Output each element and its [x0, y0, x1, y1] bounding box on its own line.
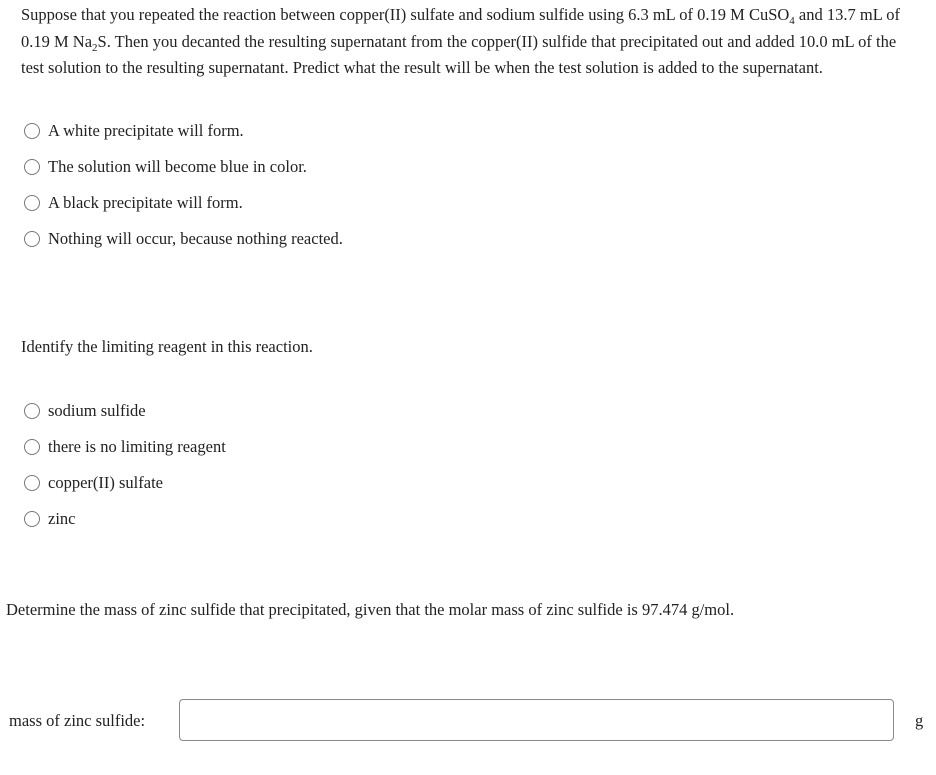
- radio-button[interactable]: [24, 439, 40, 455]
- question-1-prompt: Suppose that you repeated the reaction between copper(II) sulfate and sodium sulfide using 6.3 mL of 0.19 M CuSO$_4$ and 13.7 mL of 0.19 M $Na_2S$. Then you decanted the resulting supernatant from the copper(II) sulfide that precipitated out and added 10.0 mL of the test solution to the resulting supernatant. Predict what the result will be when the test solution is added to the supernatant.: [21, 5, 901, 77]
- question-1-options: [24, 113, 343, 257]
- question-2-option[interactable]: [24, 501, 226, 537]
- question-2-prompt: Identify the limiting reagent in this reaction.: [21, 337, 313, 356]
- radio-button[interactable]: [24, 511, 40, 527]
- question-3-prompt: Determine the mass of zinc sulfide that precipitated, given that the molar mass of zinc sulfide is 97.474 g/mol.: [6, 600, 735, 619]
- radio-button[interactable]: [24, 403, 40, 419]
- mass-input-label: mass of zinc sulfide:: [9, 711, 146, 730]
- radio-button[interactable]: [24, 231, 40, 247]
- question-2-option[interactable]: [24, 393, 226, 429]
- question-2-options: [24, 393, 226, 537]
- question-2-option[interactable]: [24, 465, 226, 501]
- radio-button[interactable]: [24, 195, 40, 211]
- question-1-option[interactable]: [24, 149, 343, 185]
- option-label: The solution will become blue in color.: [48, 157, 307, 176]
- question-2-option[interactable]: [24, 429, 226, 465]
- option-label: A black precipitate will form.: [48, 193, 243, 212]
- option-label: zinc: [48, 509, 76, 528]
- option-label: A white precipitate will form.: [48, 121, 244, 140]
- option-label: sodium sulfide: [48, 401, 146, 420]
- radio-button[interactable]: [24, 159, 40, 175]
- question-1-option[interactable]: [24, 185, 343, 221]
- mass-input[interactable]: [179, 699, 894, 741]
- option-label: there is no limiting reagent: [48, 437, 226, 456]
- question-1-option[interactable]: [24, 221, 343, 257]
- option-label: Nothing will occur, because nothing reacted.: [48, 229, 343, 248]
- radio-button[interactable]: [24, 123, 40, 139]
- question-1-option[interactable]: [24, 113, 343, 149]
- radio-button[interactable]: [24, 475, 40, 491]
- unit-label: g: [915, 711, 924, 730]
- subscript-2: 2: [92, 41, 98, 54]
- subscript-4: 4: [789, 15, 795, 27]
- option-label: copper(II) sulfate: [48, 473, 163, 492]
